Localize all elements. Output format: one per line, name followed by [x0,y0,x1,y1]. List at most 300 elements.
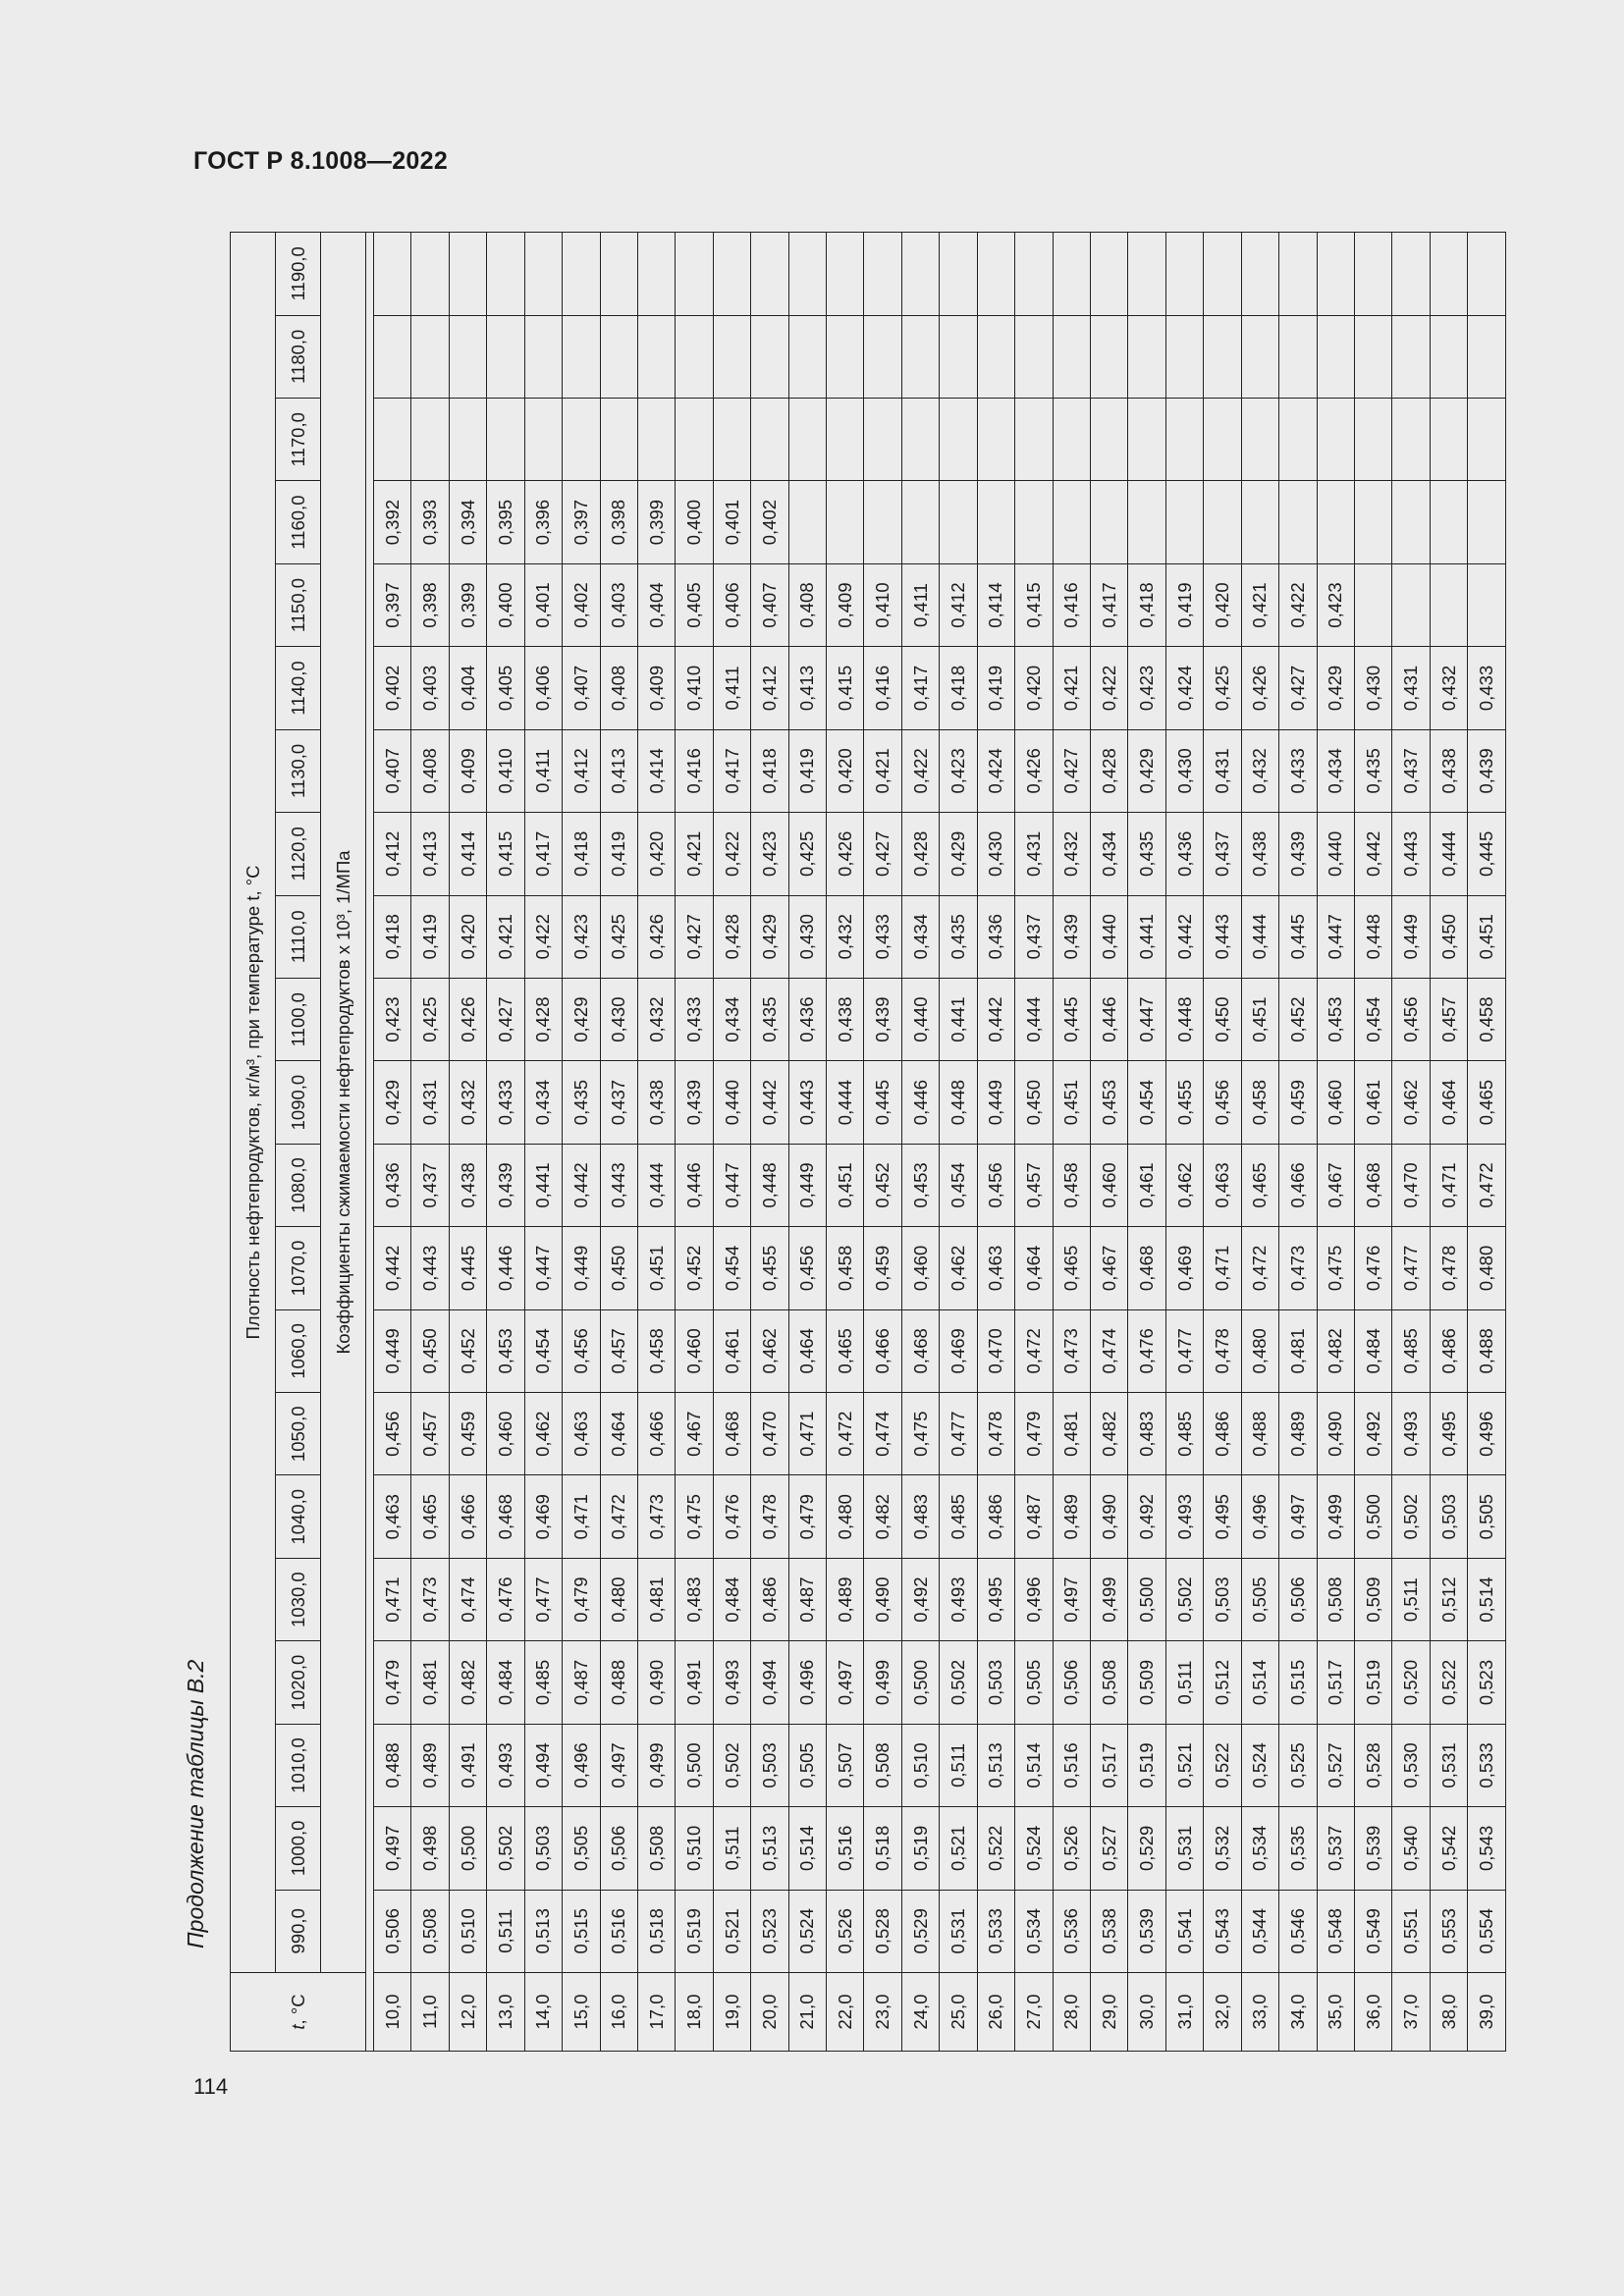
coefficient-cell: 0,456 [977,1144,1014,1226]
coefficient-cell: 0,451 [1053,1061,1090,1144]
coefficient-cell: 0,408 [600,647,637,729]
coefficient-cell: 0,497 [600,1724,637,1806]
coefficient-cell: 0,503 [524,1807,562,1890]
coefficient-cell: 0,417 [524,813,562,895]
coefficient-cell: 0,487 [563,1641,600,1724]
coefficient-cell: 0,483 [901,1475,939,1558]
coefficient-cell: 0,437 [1204,813,1241,895]
coefficient-cell: 0,446 [676,1144,713,1226]
coefficient-cell: 0,536 [1053,1890,1090,1972]
coefficient-cell: 0,444 [827,1061,864,1144]
coefficient-cell: 0,444 [637,1144,675,1226]
coefficient-cell [1015,315,1053,398]
density-column-header: 1100,0 [276,978,321,1060]
coefficient-cell: 0,466 [864,1309,901,1392]
coefficient-cell: 0,441 [1128,895,1165,978]
coefficient-cell: 0,450 [600,1227,637,1309]
coefficient-cell: 0,422 [1091,647,1128,729]
coefficient-cell: 0,472 [600,1475,637,1558]
coefficient-cell [901,481,939,563]
coefficient-cell: 0,451 [1468,895,1506,978]
coefficient-cell: 0,506 [1053,1641,1090,1724]
coefficient-cell: 0,478 [751,1475,788,1558]
coefficient-cell: 0,505 [1241,1558,1278,1640]
coefficient-cell: 0,471 [1430,1144,1467,1226]
coefficient-cell: 0,407 [374,729,411,812]
coefficient-cell: 0,468 [713,1393,750,1475]
coefficient-cell: 0,431 [1204,729,1241,812]
coefficient-cell: 0,457 [411,1393,449,1475]
coefficient-cell: 0,462 [751,1309,788,1392]
coefficient-cell: 0,506 [600,1807,637,1890]
coefficient-cell: 0,480 [600,1558,637,1640]
temperature-cell: 21,0 [788,1973,826,2052]
coefficient-cell: 0,433 [676,978,713,1060]
coefficient-cell: 0,435 [1354,729,1391,812]
coefficient-cell [864,315,901,398]
coefficient-cell: 0,415 [487,813,524,895]
density-column-header: 1150,0 [276,563,321,646]
coefficient-cell: 0,430 [600,978,637,1060]
coefficient-cell [1053,481,1090,563]
coefficient-cell [1354,481,1391,563]
coefficient-cell: 0,485 [1165,1393,1203,1475]
coefficient-cell: 0,531 [940,1890,977,1972]
coefficient-cell [1053,315,1090,398]
coefficient-cell [1468,563,1506,646]
coefficient-cell: 0,513 [751,1807,788,1890]
coefficient-cell [1468,398,1506,480]
coefficient-cell: 0,451 [637,1227,675,1309]
coefficient-cell: 0,485 [940,1475,977,1558]
coefficient-cell: 0,439 [1468,729,1506,812]
coefficient-cell: 0,500 [1354,1475,1391,1558]
coefficient-cell: 0,499 [864,1641,901,1724]
coefficient-cell: 0,406 [713,563,750,646]
page-number: 114 [193,2074,229,2099]
density-column-header: 1180,0 [276,315,321,398]
coefficient-cell: 0,544 [1241,1890,1278,1972]
coefficient-cell [864,233,901,316]
coefficient-cell: 0,499 [1091,1558,1128,1640]
coefficient-cell: 0,439 [487,1144,524,1226]
coefficient-cell: 0,462 [524,1393,562,1475]
coefficient-cell [1354,563,1391,646]
coefficient-cell: 0,526 [827,1890,864,1972]
coefficient-cell: 0,439 [864,978,901,1060]
coefficient-cell: 0,407 [751,563,788,646]
coefficient-cell: 0,453 [1091,1061,1128,1144]
coefficient-cell [1430,233,1467,316]
coefficient-cell: 0,519 [1128,1724,1165,1806]
table-row [751,233,788,2052]
coefficient-cell: 0,407 [563,647,600,729]
density-column-header: 1040,0 [276,1475,321,1558]
coefficient-cell: 0,478 [1204,1309,1241,1392]
coefficient-cell: 0,471 [563,1475,600,1558]
coefficient-cell: 0,493 [713,1641,750,1724]
coefficient-cell: 0,441 [940,978,977,1060]
coefficient-cell: 0,515 [563,1890,600,1972]
coefficient-cell: 0,511 [1165,1641,1203,1724]
coefficient-cell: 0,435 [751,978,788,1060]
coefficient-cell: 0,486 [751,1558,788,1640]
coefficient-cell [524,233,562,316]
coefficient-cell [1392,315,1430,398]
coefficient-cell: 0,531 [1165,1807,1203,1890]
temperature-cell: 31,0 [1165,1973,1203,2052]
coefficient-cell: 0,454 [1354,978,1391,1060]
coefficient-cell: 0,402 [563,563,600,646]
coefficient-cell: 0,460 [1091,1144,1128,1226]
coefficient-cell: 0,430 [977,813,1014,895]
coefficient-cell: 0,447 [713,1144,750,1226]
coefficient-cell [713,233,750,316]
coefficient-cell: 0,542 [1430,1807,1467,1890]
coefficient-cell: 0,466 [449,1475,486,1558]
coefficient-cell [1091,398,1128,480]
table-row [449,233,486,2052]
coefficient-cell: 0,405 [676,563,713,646]
coefficient-cell: 0,519 [676,1890,713,1972]
coefficient-cell: 0,481 [637,1558,675,1640]
coefficient-cell: 0,463 [374,1475,411,1558]
coefficient-cell: 0,514 [1015,1724,1053,1806]
coefficient-cell [600,398,637,480]
table-row [1053,233,1090,2052]
coefficient-cell: 0,527 [1091,1807,1128,1890]
coefficient-cell: 0,493 [487,1724,524,1806]
coefficient-cell [1053,398,1090,480]
coefficient-cell [374,315,411,398]
coefficient-cell: 0,460 [487,1393,524,1475]
coefficient-cell: 0,495 [1430,1393,1467,1475]
table-caption: Продолжение таблицы В.2 [183,1659,208,1949]
coefficient-cell: 0,401 [713,481,750,563]
coefficient-cell: 0,400 [487,563,524,646]
density-column-header: 990,0 [276,1890,321,1972]
coefficient-cell: 0,418 [563,813,600,895]
coefficient-cell: 0,418 [374,895,411,978]
temperature-cell: 39,0 [1468,1973,1506,2052]
coefficient-cell: 0,510 [449,1890,486,1972]
coefficient-cell: 0,508 [864,1724,901,1806]
coefficient-cell: 0,488 [1468,1309,1506,1392]
density-column-header: 1070,0 [276,1227,321,1309]
coefficient-cell: 0,456 [374,1393,411,1475]
coefficient-cell: 0,495 [977,1558,1014,1640]
coefficient-cell: 0,402 [751,481,788,563]
coefficient-cell [1241,315,1278,398]
coefficient-cell: 0,431 [1015,813,1053,895]
coefficient-cell: 0,478 [977,1393,1014,1475]
coefficient-cell: 0,429 [751,895,788,978]
coefficient-cell: 0,489 [827,1558,864,1640]
table-container [230,232,1506,2052]
coefficient-cell [449,315,486,398]
coefficient-cell: 0,493 [940,1558,977,1640]
coefficient-cell: 0,473 [637,1475,675,1558]
coefficient-cell [1392,563,1430,646]
coefficient-cell: 0,460 [901,1227,939,1309]
coefficient-cell: 0,426 [1015,729,1053,812]
coefficient-cell: 0,424 [977,729,1014,812]
temperature-cell: 36,0 [1354,1973,1391,2052]
table-row [637,233,675,2052]
density-column-header: 1030,0 [276,1558,321,1640]
coefficient-cell: 0,406 [524,647,562,729]
coefficient-cell [977,315,1014,398]
coefficient-cell: 0,439 [676,1061,713,1144]
coefficient-cell: 0,505 [1015,1641,1053,1724]
coefficient-cell: 0,463 [563,1393,600,1475]
coefficient-cell: 0,428 [524,978,562,1060]
coefficient-cell: 0,488 [1241,1393,1278,1475]
coefficient-cell: 0,522 [1204,1724,1241,1806]
coefficient-cell: 0,423 [374,978,411,1060]
coefficient-cell: 0,412 [751,647,788,729]
coefficient-cell: 0,418 [940,647,977,729]
coefficient-cell: 0,490 [1317,1393,1354,1475]
coefficient-cell: 0,450 [1430,895,1467,978]
coefficient-cell: 0,449 [563,1227,600,1309]
coefficient-cell: 0,508 [637,1807,675,1890]
coefficient-cell: 0,463 [977,1227,1014,1309]
coefficient-cell [713,315,750,398]
coefficient-cell: 0,443 [788,1061,826,1144]
coefficient-cell: 0,440 [1317,813,1354,895]
coefficient-cell: 0,404 [637,563,675,646]
coefficient-cell: 0,397 [374,563,411,646]
coefficient-cell: 0,507 [827,1724,864,1806]
coefficient-cell: 0,454 [713,1227,750,1309]
coefficient-cell: 0,439 [1279,813,1317,895]
coefficient-cell [1128,233,1165,316]
coefficient-cell [524,315,562,398]
coefficient-cell: 0,453 [1317,978,1354,1060]
coefficient-cell: 0,438 [1241,813,1278,895]
coefficient-cell: 0,529 [1128,1807,1165,1890]
coefficient-cell: 0,479 [1015,1393,1053,1475]
table-row [1165,233,1203,2052]
coefficient-cell: 0,449 [374,1309,411,1392]
coefficient-cell [1165,398,1203,480]
coefficient-cell: 0,419 [411,895,449,978]
coefficient-cell [1430,481,1467,563]
coefficient-cell: 0,484 [713,1558,750,1640]
coefficient-cell: 0,433 [487,1061,524,1144]
coefficient-cell: 0,440 [901,978,939,1060]
coefficient-cell: 0,444 [1430,813,1467,895]
table-row [1204,233,1241,2052]
coefficient-cell [1430,315,1467,398]
coefficient-cell: 0,466 [1279,1144,1317,1226]
coefficient-cell: 0,468 [901,1309,939,1392]
table-row [1430,233,1467,2052]
coefficient-cell: 0,480 [827,1475,864,1558]
coefficient-cell: 0,444 [1241,895,1278,978]
coefficient-cell: 0,446 [487,1227,524,1309]
coefficient-cell: 0,543 [1204,1890,1241,1972]
temperature-cell: 25,0 [940,1973,977,2052]
coefficient-cell: 0,525 [1279,1724,1317,1806]
coefficient-cell: 0,435 [940,895,977,978]
coefficient-cell: 0,450 [411,1309,449,1392]
temperature-cell: 14,0 [524,1973,562,2052]
coefficient-cell: 0,432 [1241,729,1278,812]
coefficient-cell: 0,533 [1468,1724,1506,1806]
coefficient-cell [1165,315,1203,398]
coefficient-cell: 0,437 [411,1144,449,1226]
coefficient-cell [977,233,1014,316]
coefficient-cell: 0,487 [1015,1475,1053,1558]
coefficient-cell: 0,426 [1241,647,1278,729]
coefficient-cell: 0,511 [940,1724,977,1806]
coefficient-cell: 0,427 [1053,729,1090,812]
table-row [374,233,411,2052]
coefficient-cell [1204,233,1241,316]
coefficient-cell: 0,478 [1430,1227,1467,1309]
coefficient-cell: 0,526 [1053,1807,1090,1890]
coefficient-cell [637,398,675,480]
coefficient-cell: 0,539 [1354,1807,1391,1890]
coefficient-cell: 0,449 [977,1061,1014,1144]
coefficient-cell: 0,476 [1128,1309,1165,1392]
coefficient-cell [676,398,713,480]
coefficient-cell: 0,458 [637,1309,675,1392]
coefficient-cell: 0,418 [1128,563,1165,646]
coefficient-cell: 0,409 [827,563,864,646]
table-row [827,233,864,2052]
table-row [713,233,750,2052]
coefficient-cell: 0,486 [1430,1309,1467,1392]
coefficient-cell: 0,502 [1392,1475,1430,1558]
coefficient-cell: 0,434 [1317,729,1354,812]
coefficient-cell: 0,462 [1165,1144,1203,1226]
coefficient-cell: 0,522 [977,1807,1014,1890]
coefficient-cell: 0,459 [864,1227,901,1309]
coefficient-cell: 0,497 [374,1807,411,1890]
table-row [1468,233,1506,2052]
coefficient-cell [827,481,864,563]
coefficient-cell: 0,473 [411,1558,449,1640]
coefficient-cell: 0,400 [676,481,713,563]
t-column-header-var: t [287,2024,308,2030]
coefficient-cell: 0,423 [1317,563,1354,646]
coefficient-cell: 0,497 [1279,1475,1317,1558]
coefficient-cell: 0,496 [1241,1475,1278,1558]
coefficient-cell: 0,479 [788,1475,826,1558]
coefficient-cell: 0,553 [1430,1890,1467,1972]
coefficient-cell [487,315,524,398]
coefficient-cell [1241,233,1278,316]
coefficient-cell: 0,461 [1354,1061,1391,1144]
density-header: Плотность нефтепродуктов, кг/м³, при температуре t, °С [231,233,276,1973]
coefficient-cell: 0,420 [1015,647,1053,729]
coefficient-cell: 0,460 [1317,1061,1354,1144]
coefficient-cell: 0,437 [600,1061,637,1144]
temperature-cell: 16,0 [600,1973,637,2052]
coefficient-cell: 0,423 [940,729,977,812]
coefficient-cell [940,233,977,316]
coefficient-cell: 0,494 [524,1724,562,1806]
temperature-cell: 12,0 [449,1973,486,2052]
coefficient-cell: 0,405 [487,647,524,729]
coefficient-cell: 0,554 [1468,1890,1506,1972]
coefficient-cell: 0,458 [1468,978,1506,1060]
coefficient-cell: 0,511 [1392,1558,1430,1640]
temperature-cell: 35,0 [1317,1973,1354,2052]
coefficient-cell: 0,492 [901,1558,939,1640]
coefficient-cell: 0,482 [864,1475,901,1558]
coefficient-cell: 0,487 [788,1558,826,1640]
coefficient-cell: 0,451 [827,1144,864,1226]
coefficient-cell: 0,494 [751,1641,788,1724]
coefficient-cell: 0,420 [637,813,675,895]
coefficient-cell: 0,509 [1128,1641,1165,1724]
coefficient-cell [1468,315,1506,398]
coefficient-cell: 0,488 [374,1724,411,1806]
coefficient-cell [1317,233,1354,316]
coefficient-cell: 0,422 [524,895,562,978]
coefficient-cell: 0,491 [676,1641,713,1724]
temperature-cell: 38,0 [1430,1973,1467,2052]
coefficient-cell: 0,438 [449,1144,486,1226]
coefficient-cell: 0,472 [1468,1144,1506,1226]
coefficient-cell [1165,481,1203,563]
coefficient-cell: 0,456 [788,1227,826,1309]
coefficient-cell: 0,512 [1430,1558,1467,1640]
coefficient-cell: 0,477 [1165,1309,1203,1392]
coefficient-cell: 0,464 [1430,1061,1467,1144]
coefficient-cell: 0,464 [1015,1227,1053,1309]
coefficient-cell: 0,422 [1279,563,1317,646]
coefficient-cell: 0,460 [676,1309,713,1392]
coefficient-cell: 0,437 [1015,895,1053,978]
coefficient-cell: 0,447 [524,1227,562,1309]
t-column-header [231,1973,366,2052]
coefficient-cell: 0,432 [1053,813,1090,895]
coefficient-cell: 0,420 [1204,563,1241,646]
coefficient-cell [487,233,524,316]
coefficient-cell [1015,398,1053,480]
coefficient-cell: 0,449 [1392,895,1430,978]
coefficient-cell: 0,455 [1165,1061,1203,1144]
coefficient-cell: 0,516 [600,1890,637,1972]
coefficient-cell: 0,452 [449,1309,486,1392]
coefficient-cell: 0,502 [1165,1558,1203,1640]
coefficient-cell: 0,421 [864,729,901,812]
coefficient-cell: 0,475 [1317,1227,1354,1309]
coefficient-cell: 0,489 [1053,1475,1090,1558]
coefficient-cell: 0,481 [411,1641,449,1724]
coefficient-cell: 0,484 [487,1641,524,1724]
temperature-cell: 10,0 [374,1973,411,2052]
coefficient-cell: 0,549 [1354,1890,1391,1972]
coefficient-cell: 0,538 [1091,1890,1128,1972]
coefficient-cell: 0,444 [1015,978,1053,1060]
coefficient-cell: 0,546 [1279,1890,1317,1972]
coefficient-cell: 0,436 [977,895,1014,978]
coefficient-cell: 0,517 [1317,1641,1354,1724]
coefficient-cell: 0,483 [1128,1393,1165,1475]
coefficient-cell: 0,434 [524,1061,562,1144]
coefficient-cell: 0,471 [374,1558,411,1640]
temperature-cell: 29,0 [1091,1973,1128,2052]
coefficient-cell: 0,412 [563,729,600,812]
coefficient-cell [827,398,864,480]
coefficient-cell: 0,415 [1015,563,1053,646]
